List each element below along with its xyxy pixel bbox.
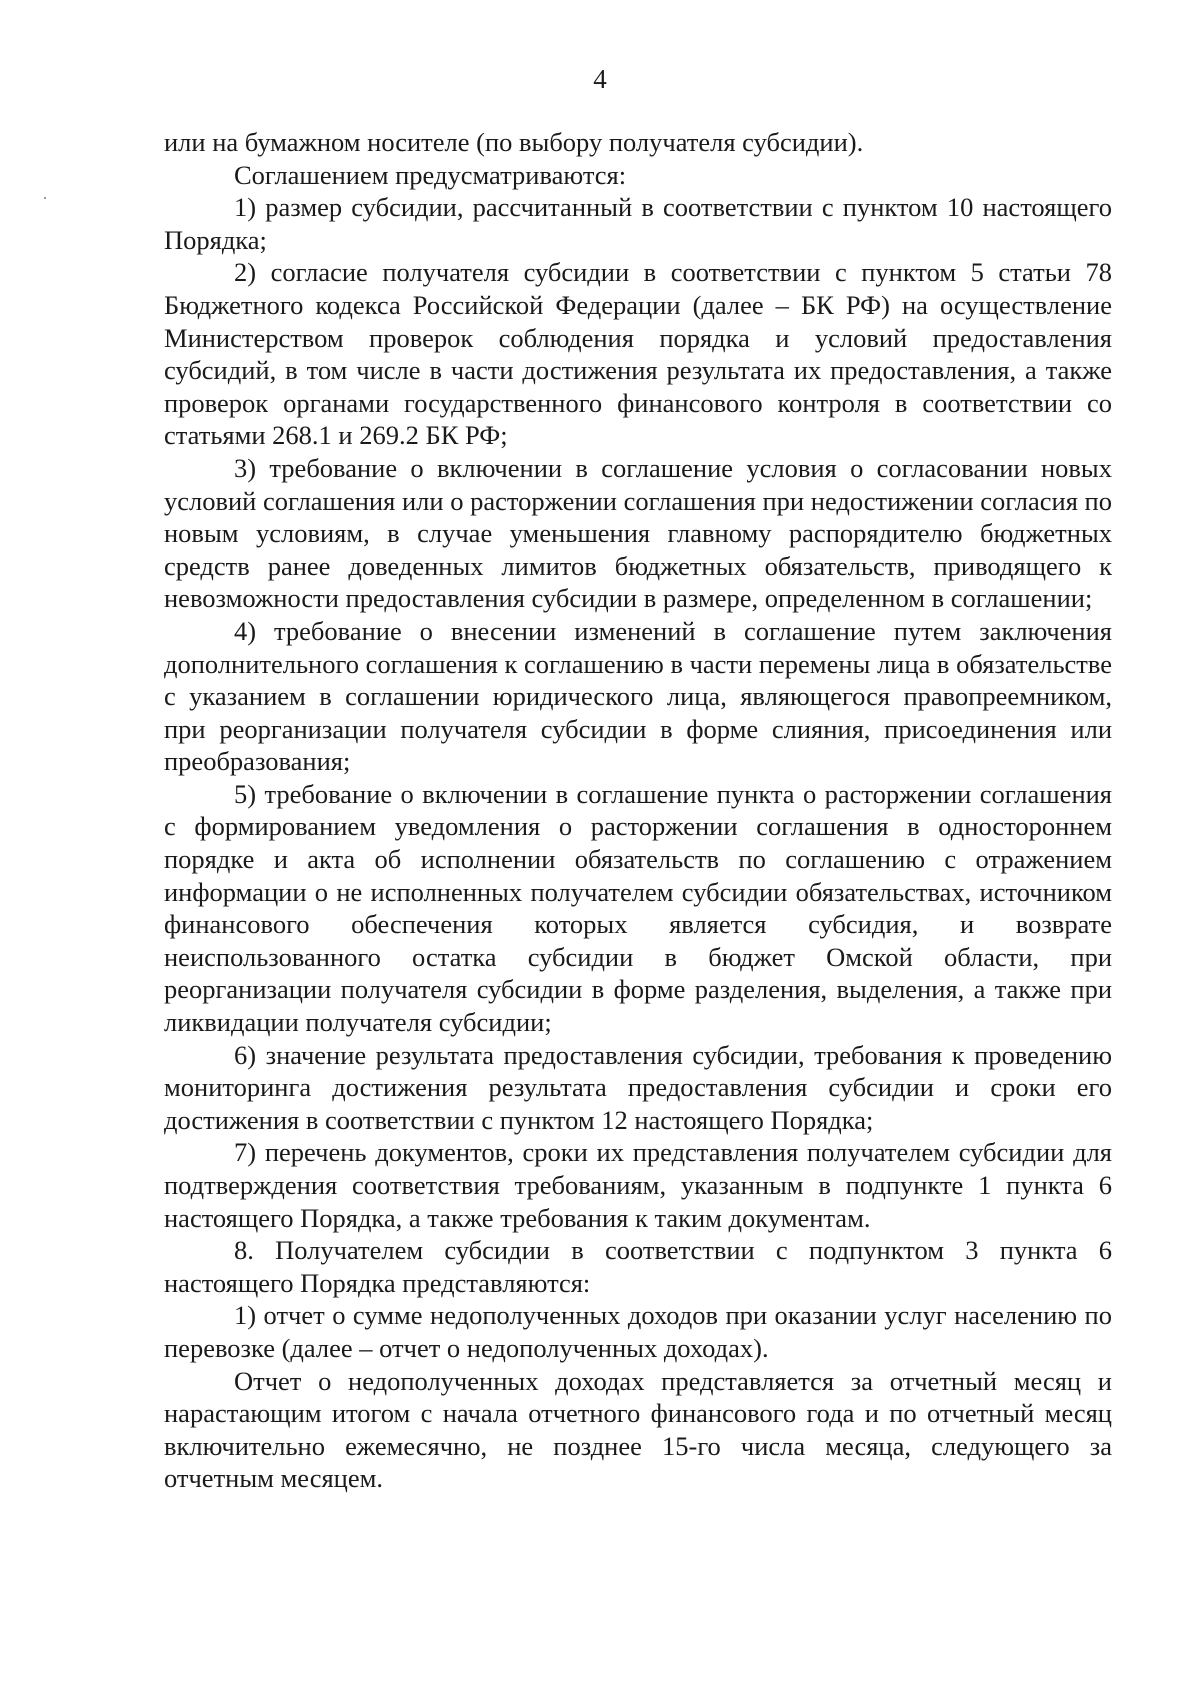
paragraph-item-2: 2) согласие получателя субсидии в соответствии с пунктом 5 статьи 78 Бюджетного кодекса Российской Федерации (далее – БК РФ) на осуществление Министерством проверок соблюдения порядка и условий предоставления субсидий, в том числе в части достижения результата их предоставления, а также проверок органами государственного финансового контроля в соответствии со статьями 268.1 и 269.2 БК РФ; (164, 257, 1112, 451)
scan-speck (44, 197, 46, 199)
paragraph-section-8-item-1: 1) отчет о сумме недополученных доходов при оказании услуг населению по перевозке (далее – отчет о недополученных доходах). (164, 1300, 1112, 1363)
paragraph-item-7: 7) перечень документов, сроки их представления получателем субсидии для подтверждения соответствия требованиям, указанным в подпункте 1 пункта 6 настоящего Порядка, а также требования к таким документам. (164, 1137, 1112, 1233)
document-body (164, 126, 1112, 1495)
paragraph-section-8: 8. Получателем субсидии в соответствии с подпунктом 3 пункта 6 настоящего Порядка представляются: (164, 1235, 1112, 1298)
page-number: 4 (593, 64, 607, 94)
paragraph-report-deadline: Отчет о недополученных доходах представляется за отчетный месяц и нарастающим итогом с начала отчетного финансового года и по отчетный месяц включительно ежемесячно, не позднее 15-го числа месяца, следующего за отчетным месяцем. (164, 1365, 1112, 1494)
paragraph-item-4: 4) требование о внесении изменений в соглашение путем заключения дополнительного соглашения к соглашению в части перемены лица в обязательстве с указанием в соглашении юридического лица, являющегося правопреемником, при реорганизации получателя субсидии в форме слияния, присоединения или преобразования; (164, 615, 1112, 777)
paragraph-item-5: 5) требование о включении в соглашение пункта о расторжении соглашения с формированием уведомления о расторжении соглашения в одностороннем порядке и акта об исполнении обязательств по соглашению с отражением информации о не исполненных получателем субсидии обязательствах, источником финансового обеспечения которых является субсидия, и возврате неиспользованного остатка субсидии в бюджет Омской области, при реорганизации получателя субсидии в форме разделения, выделения, а также при ликвидации получателя субсидии; (164, 778, 1112, 1038)
paragraph-item-6: 6) значение результата предоставления субсидии, требования к проведению мониторинга достижения результата предоставления субсидии и сроки его достижения в соответствии с пунктом 12 настоящего Порядка; (164, 1039, 1112, 1135)
paragraph-item-1: 1) размер субсидии, рассчитанный в соответствии с пунктом 10 настоящего Порядка; (164, 192, 1112, 255)
paragraph-continuation: или на бумажном носителе (по выбору получателя субсидии). (164, 127, 864, 157)
paragraph-agreement-intro: Соглашением предусматриваются: (234, 159, 627, 190)
paragraph-item-3: 3) требование о включении в соглашение условия о согласовании новых условий соглашения или о расторжении соглашения при недостижении согласия по новым условиям, в случае уменьшения главному распорядителю бюджетных средств ранее доведенных лимитов бюджетных обязательств, приводящего к невозможности предоставления субсидии в размере, определенном в соглашении; (164, 452, 1112, 614)
